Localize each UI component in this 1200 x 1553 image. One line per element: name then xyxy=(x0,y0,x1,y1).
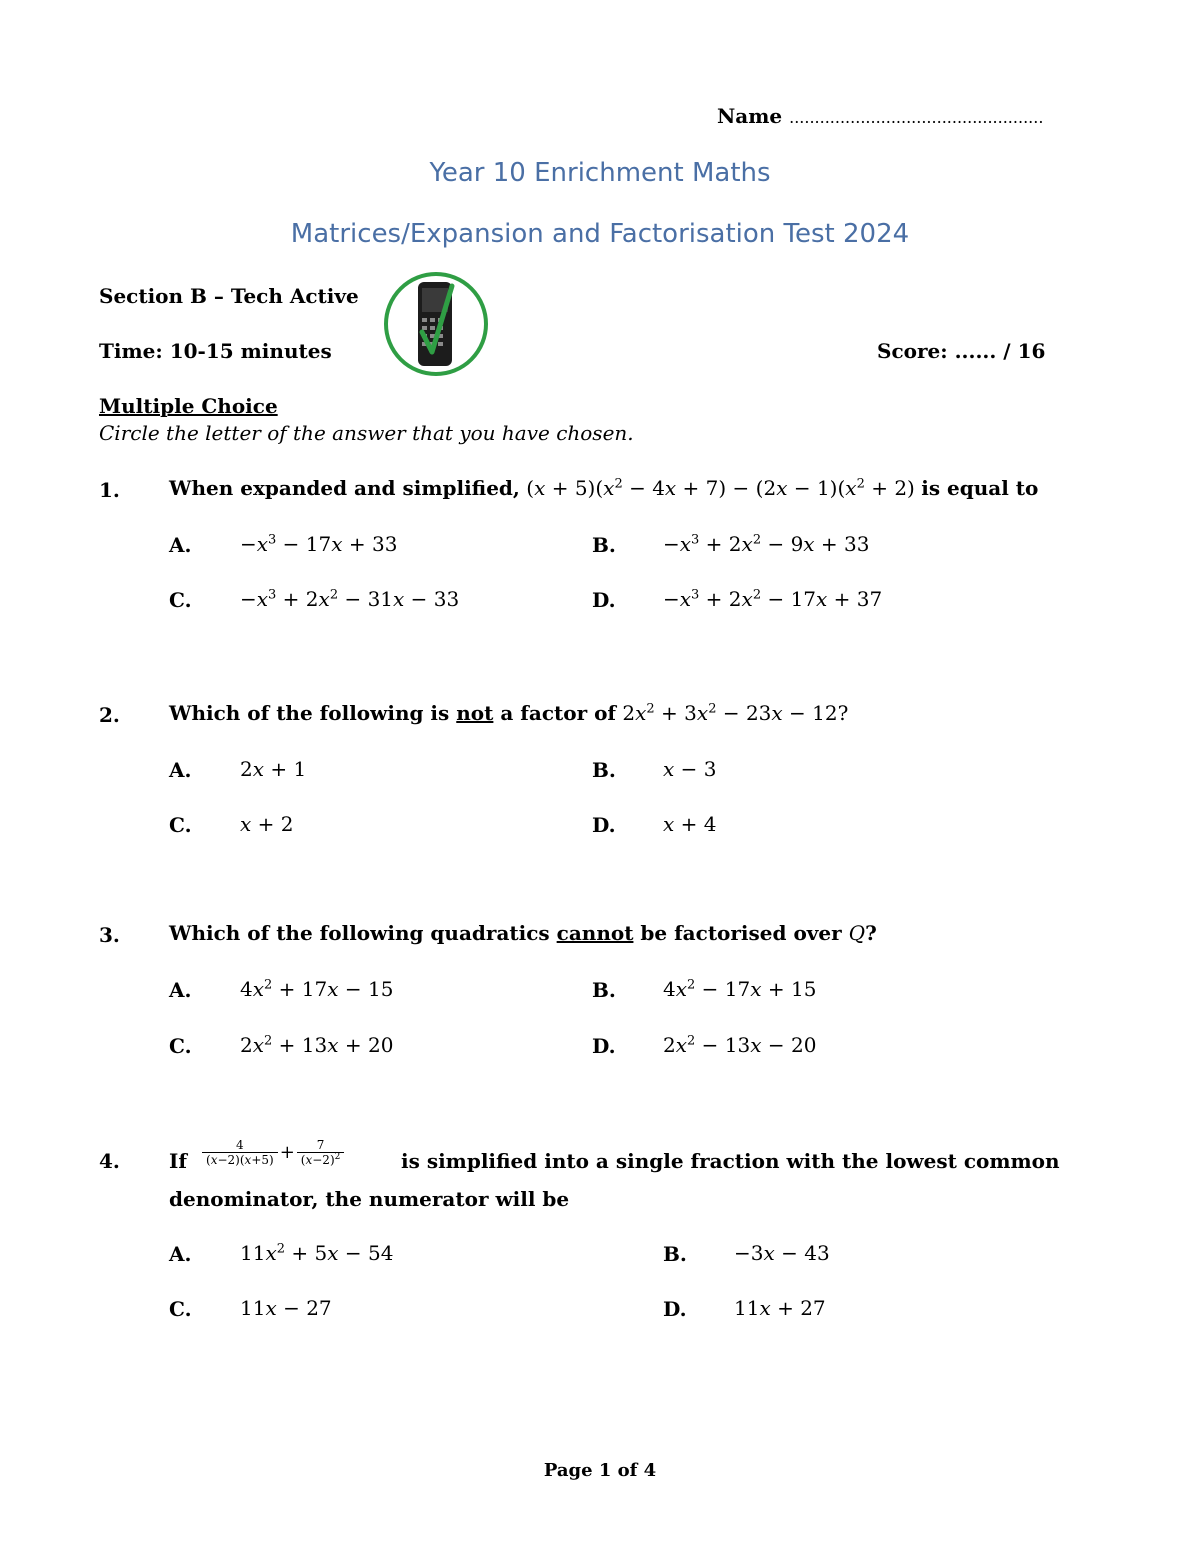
q1-option-c[interactable]: $-x^3 + 2x^2 - 31x - 33$ xyxy=(240,587,460,611)
q3-option-d-letter[interactable]: D. xyxy=(592,1034,616,1058)
q3-option-a[interactable]: $4x^2 + 17x - 15$ xyxy=(240,977,394,1001)
q2-option-b[interactable]: x − 3 xyxy=(663,757,717,781)
q2-option-a-letter[interactable]: A. xyxy=(169,758,192,782)
score-label: Score: ...... / 16 xyxy=(877,339,1046,363)
q4-option-a[interactable]: $11x^2 + 5x - 54$ xyxy=(240,1241,394,1265)
q4-stem-rest: is simplified into a single fraction with the lowest common xyxy=(401,1149,1060,1173)
q4-fraction-2: $\frac{7}{(x-2)^2}$ xyxy=(297,1138,345,1167)
q1-stem-prefix: When expanded and simplified, xyxy=(169,476,520,500)
q1-option-b[interactable]: $-x^3 + 2x^2 - 9x + 33$ xyxy=(663,532,870,556)
q2-stem-b: a factor of xyxy=(493,701,617,725)
q1-option-c-letter[interactable]: C. xyxy=(169,588,192,612)
q3-option-a-letter[interactable]: A. xyxy=(169,978,192,1002)
q3-stem-b: be factorised over xyxy=(633,921,849,945)
q4-number: 4. xyxy=(99,1149,120,1173)
q3-option-b-letter[interactable]: B. xyxy=(592,978,616,1002)
q1-stem xyxy=(169,476,1038,500)
q3-option-b[interactable]: $4x^2 - 17x + 15$ xyxy=(663,977,817,1001)
q4-stem-line2: denominator, the numerator will be xyxy=(169,1187,570,1211)
q3-option-c[interactable]: $2x^2 + 13x + 20$ xyxy=(240,1033,394,1057)
q2-option-d[interactable]: x + 4 xyxy=(663,812,717,836)
page-subtitle: Matrices/Expansion and Factorisation Test 2024 xyxy=(290,219,910,249)
page-title: Year 10 Enrichment Maths xyxy=(429,158,771,188)
q4-option-a-letter[interactable]: A. xyxy=(169,1242,192,1266)
q1-option-d-letter[interactable]: D. xyxy=(592,588,616,612)
q1-option-d[interactable]: $-x^3 + 2x^2 - 17x + 37$ xyxy=(663,587,883,611)
q3-set-symbol: Q xyxy=(848,921,866,945)
q2-number: 2. xyxy=(99,703,120,727)
q4-fraction-1: $\frac{4}{(x-2)(x+5)}$ xyxy=(202,1138,278,1167)
q2-option-a[interactable]: 2x + 1 xyxy=(240,757,307,781)
q2-stem-a: Which of the following is xyxy=(169,701,457,725)
q4-fraction-expression: $\frac{4}{(x-2)(x+5)}$ + $\frac{7}{(x-2)^2}$ xyxy=(200,1138,346,1167)
q3-option-c-letter[interactable]: C. xyxy=(169,1034,192,1058)
q4-option-b-letter[interactable]: B. xyxy=(663,1242,687,1266)
q2-expression: $2x^2 + 3x^2 - 23x - 12$? xyxy=(622,701,849,725)
q2-option-b-letter[interactable]: B. xyxy=(592,758,616,782)
q3-stem: Which of the following quadratics cannot be factorised over Q? xyxy=(169,921,877,945)
calculator-allowed-icon xyxy=(382,272,490,376)
mc-heading: Multiple Choice xyxy=(99,394,278,418)
q1-option-b-letter[interactable]: B. xyxy=(592,533,616,557)
name-label: Name xyxy=(717,104,783,128)
q1-option-a[interactable]: $-x^3 - 17x + 33$ xyxy=(240,532,398,556)
q4-option-c-letter[interactable]: C. xyxy=(169,1297,192,1321)
q2-option-c[interactable]: x + 2 xyxy=(240,812,294,836)
q1-number: 1. xyxy=(99,478,120,502)
q3-stem-a: Which of the following quadratics xyxy=(169,921,557,945)
q4-if: If xyxy=(169,1149,187,1173)
q3-option-d[interactable]: $2x^2 - 13x - 20$ xyxy=(663,1033,817,1057)
q2-option-c-letter[interactable]: C. xyxy=(169,813,192,837)
name-dots: .................................................. xyxy=(789,108,1044,127)
mc-instruction: Circle the letter of the answer that you have chosen. xyxy=(99,421,634,445)
q4-option-c[interactable]: 11x − 27 xyxy=(240,1296,332,1320)
q2-stem xyxy=(169,701,848,725)
q3-number: 3. xyxy=(99,923,120,947)
time-label: Time: 10-15 minutes xyxy=(99,339,332,363)
section-label: Section B – Tech Active xyxy=(99,284,359,308)
q2-stem-not: not xyxy=(456,701,494,725)
q1-stem-suffix: is equal to xyxy=(921,476,1039,500)
q1-option-a-letter[interactable]: A. xyxy=(169,533,192,557)
q2-option-d-letter[interactable]: D. xyxy=(592,813,616,837)
q4-option-b[interactable]: −3x − 43 xyxy=(734,1241,830,1265)
q4-option-d[interactable]: 11x + 27 xyxy=(734,1296,826,1320)
name-field xyxy=(717,104,1043,128)
q3-stem-cannot: cannot xyxy=(556,921,634,945)
q4-option-d-letter[interactable]: D. xyxy=(663,1297,687,1321)
q1-expression: $(x + 5)(x^2 - 4x + 7) - (2x - 1)(x^2 + 2)$ xyxy=(526,476,915,500)
page-number: Page 1 of 4 xyxy=(543,1460,657,1481)
